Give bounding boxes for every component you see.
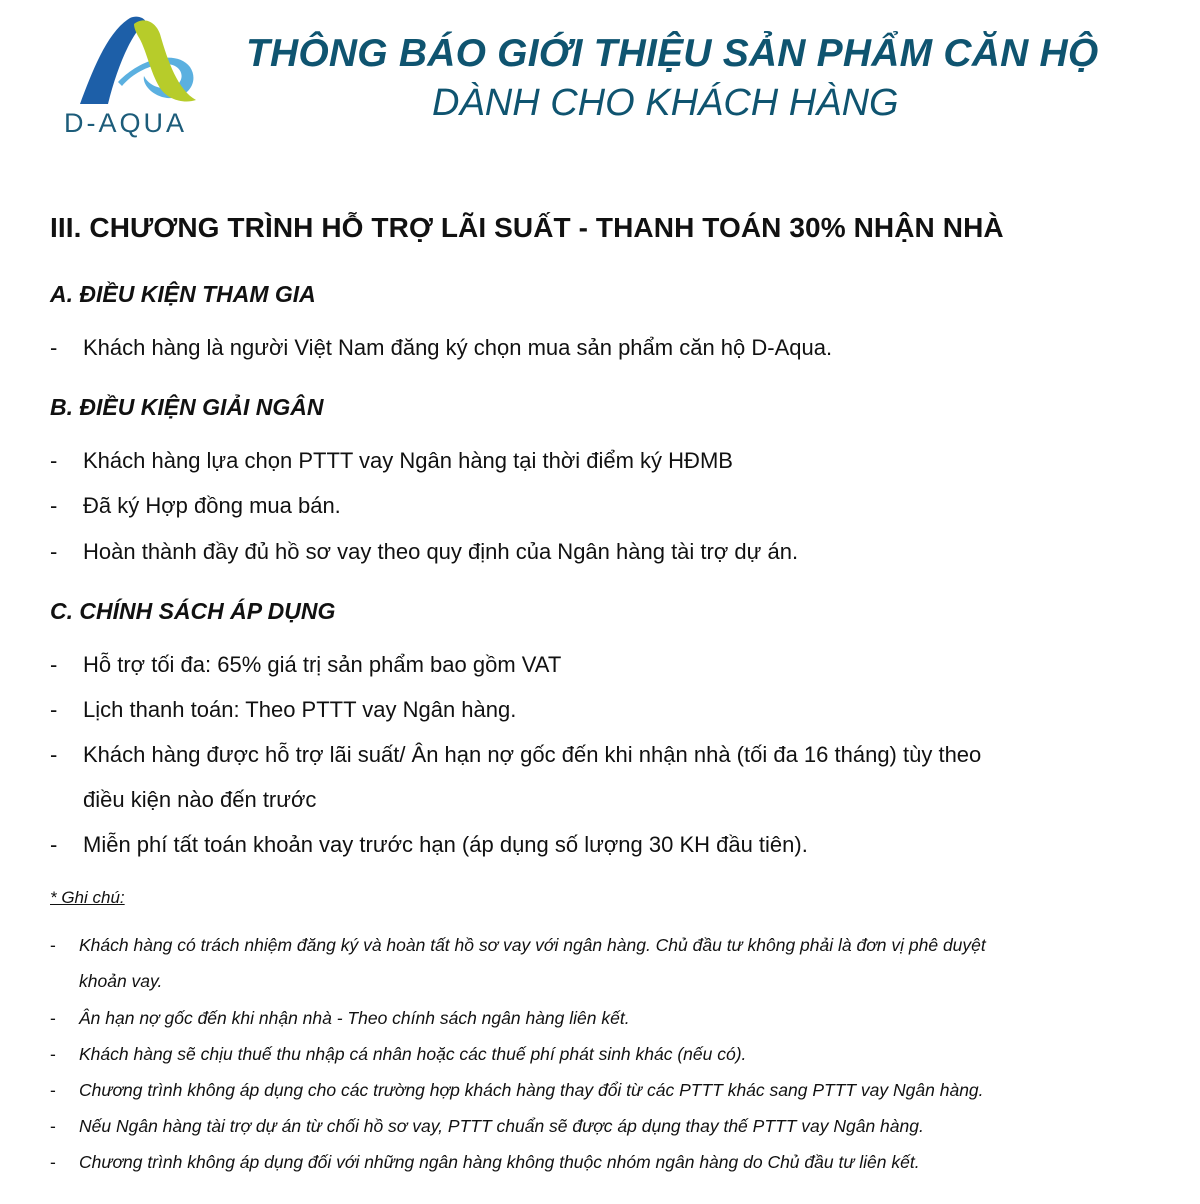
header-title-line1: THÔNG BÁO GIỚI THIỆU SẢN PHẨM CĂN HỘ [246,32,1099,75]
subsection-a-title: A. ĐIỀU KIỆN THAM GIA [50,281,316,307]
bullet-dash: - [50,493,58,518]
bullet-dash: - [50,935,56,955]
subsection-b-title: B. ĐIỀU KIỆN GIẢI NGÂN [50,394,324,420]
subsection-c-title: C. CHÍNH SÁCH ÁP DỤNG [50,598,336,624]
bullet-dash: - [50,1152,56,1172]
bullet-dash: - [50,1080,56,1100]
bullet-dash: - [50,697,58,722]
section-title: III. CHƯƠNG TRÌNH HỖ TRỢ LÃI SUẤT - THANH TOÁN 30% NHẬN NHÀ [50,212,1004,243]
bullet-dash: - [50,652,58,677]
document-header [0,0,1200,150]
bullet-dash: - [50,539,58,564]
bullet-dash: - [50,832,58,857]
bullet-dash: - [50,742,58,767]
bullet-dash: - [50,335,58,360]
bullet-dash: - [50,1008,56,1028]
d-aqua-logo-icon [72,12,202,107]
header-title-line2: DÀNH CHO KHÁCH HÀNG [432,82,899,124]
notes-title: * Ghi chú: [50,888,125,907]
bullet-dash: - [50,1044,56,1064]
logo-text: D-AQUA [64,108,188,138]
d-aqua-logo [60,12,215,138]
bullet-dash: - [50,1116,56,1136]
bullet-dash: - [50,448,58,473]
